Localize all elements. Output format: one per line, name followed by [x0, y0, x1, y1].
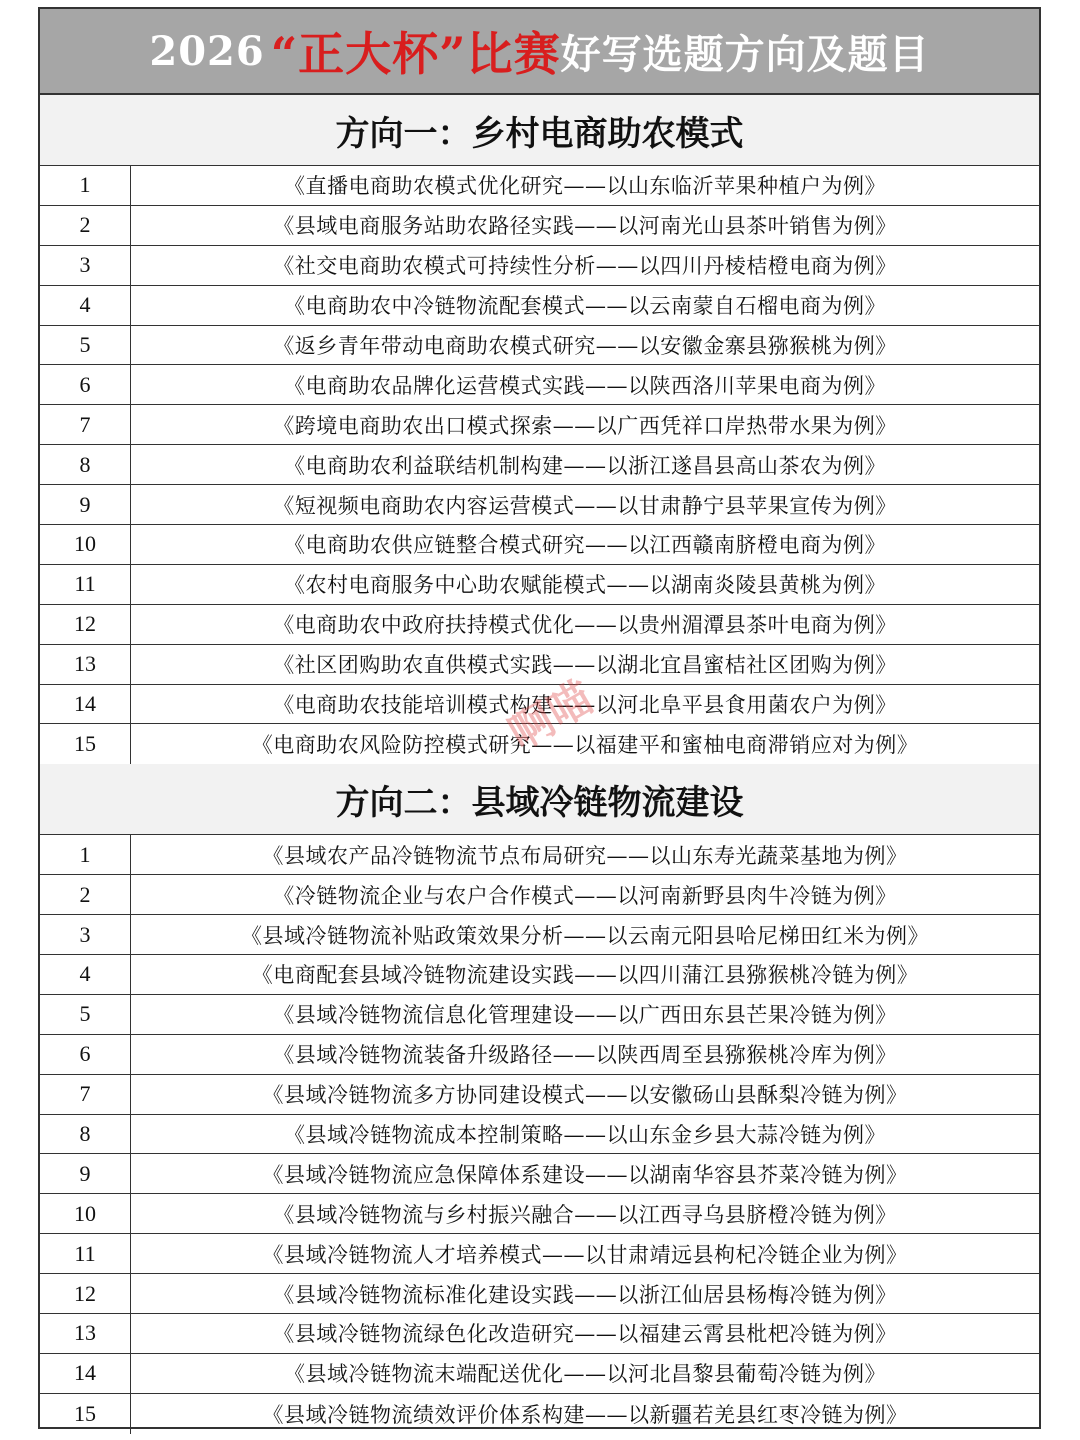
row-number: 8	[40, 445, 131, 484]
table-row	[40, 955, 1039, 995]
title-rest: 好写选题方向及题目	[560, 30, 930, 78]
row-topic: 《县域冷链物流人才培养模式——以甘肃靖远县枸杞冷链企业为例》	[262, 1242, 908, 1267]
row-number: 4	[40, 955, 131, 994]
table-row	[40, 1075, 1039, 1115]
row-number: 3	[40, 915, 131, 954]
row-number: 12	[40, 605, 131, 644]
row-number: 5	[40, 326, 131, 365]
table-row	[40, 915, 1039, 955]
table-row	[40, 1115, 1039, 1155]
table-row	[40, 645, 1039, 685]
row-topic: 《县域冷链物流绩效评价体系构建——以新疆若羌县红枣冷链为例》	[262, 1402, 908, 1427]
row-number: 2	[40, 206, 131, 245]
row-number: 14	[40, 685, 131, 724]
table-row	[40, 246, 1039, 286]
row-topic: 《农村电商服务中心助农赋能模式——以湖南炎陵县黄桃为例》	[284, 573, 886, 598]
row-number: 13	[40, 1314, 131, 1353]
row-topic: 《直播电商助农模式优化研究——以山东临沂苹果种植户为例》	[284, 174, 886, 199]
row-topic: 《县域冷链物流应急保障体系建设——以湖南华容县芥菜冷链为例》	[262, 1162, 908, 1187]
row-number: 15	[40, 1394, 131, 1434]
row-topic: 《社交电商助农模式可持续性分析——以四川丹棱桔橙电商为例》	[273, 254, 897, 279]
row-topic: 《返乡青年带动电商助农模式研究——以安徽金寨县猕猴桃为例》	[273, 334, 897, 358]
row-number: 14	[40, 1354, 131, 1393]
title-highlight: “正大杯”比赛	[270, 27, 561, 81]
title-bar	[40, 9, 1039, 95]
row-topic: 《县域冷链物流标准化建设实践——以浙江仙居县杨梅冷链为例》	[273, 1282, 897, 1307]
table-row	[40, 995, 1039, 1035]
table-row	[40, 166, 1039, 206]
table-row	[40, 875, 1039, 915]
watermark: 啊喵	[500, 671, 603, 760]
row-number: 3	[40, 246, 131, 285]
row-topic: 《跨境电商助农出口模式探索——以广西凭祥口岸热带水果为例》	[273, 413, 897, 438]
row-number: 6	[40, 1035, 131, 1074]
row-number: 8	[40, 1115, 131, 1154]
row-number: 6	[40, 365, 131, 404]
table-row	[40, 286, 1039, 326]
row-topic: 《县域冷链物流绿色化改造研究——以福建云霄县枇杷冷链为例》	[273, 1322, 897, 1347]
row-topic: 《电商助农中政府扶持模式优化——以贵州湄潭县茶叶电商为例》	[273, 613, 897, 638]
row-topic: 《县域冷链物流装备升级路径——以陕西周至县猕猴桃冷库为例》	[273, 1043, 897, 1068]
row-topic: 《县域冷链物流补贴政策效果分析——以云南元阳县哈尼梯田红米为例》	[241, 923, 929, 948]
row-topic: 《电商助农风险防控模式研究——以福建平和蜜柚电商滞销应对为例》	[251, 733, 919, 758]
table-row	[40, 365, 1039, 405]
row-topic: 《电商配套县域冷链物流建设实践——以四川蒲江县猕猴桃冷链为例》	[251, 963, 919, 988]
table-row	[40, 1274, 1039, 1314]
table-row	[40, 835, 1039, 875]
table-row	[40, 605, 1039, 645]
section-heading: 方向二：县域冷链物流建设	[40, 764, 1039, 835]
table-row	[40, 445, 1039, 485]
topic-table	[40, 835, 1039, 1433]
row-topic: 《短视频电商助农内容运营模式——以甘肃静宁县苹果宣传为例》	[273, 493, 897, 518]
row-topic: 《县域电商服务站助农路径实践——以河南光山县茶叶销售为例》	[273, 214, 897, 239]
row-number: 11	[40, 565, 131, 604]
row-number: 9	[40, 485, 131, 524]
row-number: 1	[40, 166, 131, 205]
row-number: 7	[40, 405, 131, 444]
table-row	[40, 326, 1039, 366]
table-row	[40, 206, 1039, 246]
row-number: 1	[40, 835, 131, 874]
table-row	[40, 525, 1039, 565]
row-number: 2	[40, 875, 131, 914]
table-row	[40, 1234, 1039, 1274]
row-topic: 《冷链物流企业与农户合作模式——以河南新野县肉牛冷链为例》	[273, 883, 897, 908]
table-row	[40, 1154, 1039, 1194]
row-number: 11	[40, 1234, 131, 1273]
row-number: 9	[40, 1154, 131, 1193]
table-row	[40, 485, 1039, 525]
table-row	[40, 1354, 1039, 1394]
table-row	[40, 405, 1039, 445]
table-row	[40, 1314, 1039, 1354]
row-topic: 《电商助农技能培训模式构建——以河北阜平县食用菌农户为例》	[273, 693, 897, 718]
section-heading: 方向一：乡村电商助农模式	[40, 95, 1039, 166]
row-topic: 《县域冷链物流末端配送优化——以河北昌黎县葡萄冷链为例》	[284, 1362, 886, 1387]
table-row	[40, 685, 1039, 725]
row-topic: 《县域冷链物流多方协同建设模式——以安徽砀山县酥梨冷链为例》	[262, 1083, 908, 1108]
topic-table	[40, 166, 1039, 764]
table-row	[40, 1035, 1039, 1075]
sections-container	[40, 95, 1039, 1434]
row-topic: 《县域冷链物流成本控制策略——以山东金乡县大蒜冷链为例》	[284, 1123, 886, 1148]
row-topic: 《电商助农中冷链物流配套模式——以云南蒙自石榴电商为例》	[284, 294, 886, 319]
row-number: 5	[40, 995, 131, 1034]
row-number: 4	[40, 286, 131, 325]
row-number: 15	[40, 724, 131, 764]
row-topic: 《县域冷链物流信息化管理建设——以广西田东县芒果冷链为例》	[273, 1003, 897, 1028]
title-year: 2026	[149, 27, 265, 75]
row-number: 10	[40, 1194, 131, 1233]
table-row	[40, 724, 1039, 764]
row-topic: 《电商助农供应链整合模式研究——以江西赣南脐橙电商为例》	[284, 533, 886, 558]
row-topic: 《社区团购助农直供模式实践——以湖北宜昌蜜桔社区团购为例》	[273, 653, 897, 678]
table-row	[40, 1194, 1039, 1234]
row-number: 7	[40, 1075, 131, 1114]
row-topic: 《电商助农品牌化运营模式实践——以陕西洛川苹果电商为例》	[284, 373, 886, 398]
row-number: 10	[40, 525, 131, 564]
topic-sheet	[38, 7, 1041, 1429]
row-topic: 《县域冷链物流与乡村振兴融合——以江西寻乌县脐橙冷链为例》	[273, 1202, 897, 1227]
table-row	[40, 565, 1039, 605]
row-number: 13	[40, 645, 131, 684]
row-number: 12	[40, 1274, 131, 1313]
row-topic: 《电商助农利益联结机制构建——以浙江遂昌县高山茶农为例》	[284, 453, 886, 478]
row-topic: 《县域农产品冷链物流节点布局研究——以山东寿光蔬菜基地为例》	[262, 843, 908, 868]
table-row	[40, 1394, 1039, 1434]
